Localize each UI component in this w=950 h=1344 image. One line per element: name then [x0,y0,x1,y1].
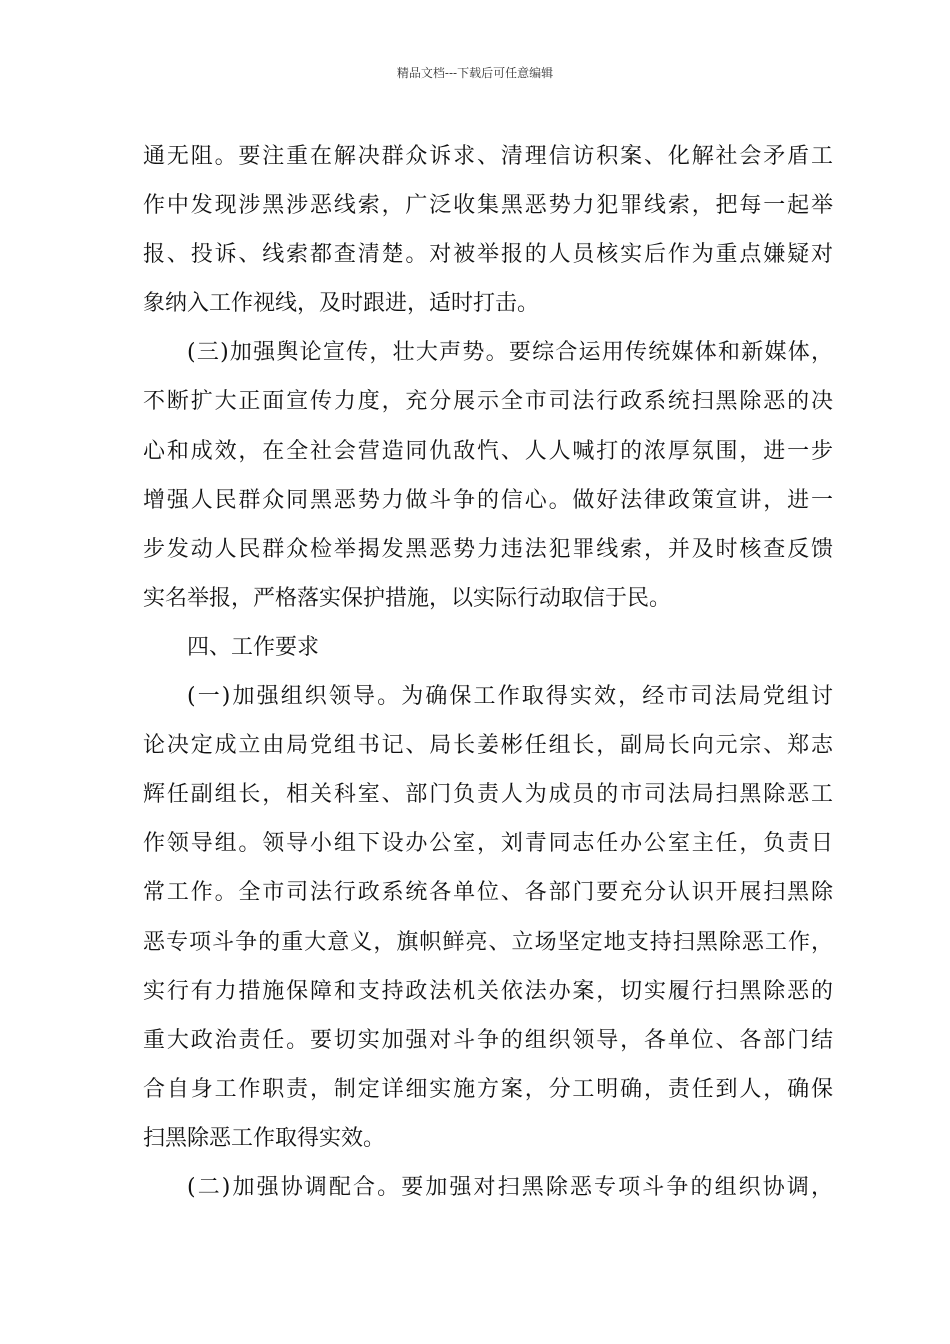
text-line: 报、投诉、线索都查清楚。对被举报的人员核实后作为重点嫌疑对 [143,242,833,268]
paragraph-start-line: (一)加强组织领导。为确保工作取得实效，经市司法局党组讨 [187,684,833,710]
section-heading: 四、工作要求 [187,634,320,660]
document-body [143,132,833,1212]
text-line: 步发动人民群众检举揭发黑恶势力违法犯罪线索，并及时核查反馈 [143,536,833,562]
text-line: 实行有力措施保障和支持政法机关依法办案，切实履行扫黑除恶的 [143,978,833,1004]
text-line: 论决定成立由局党组书记、局长姜彬任组长，副局长向元宗、郑志 [143,733,833,759]
page-header: 精品文档---下载后可任意编辑 [396,66,554,80]
text-line: 增强人民群众同黑恶势力做斗争的信心。做好法律政策宣讲，进一 [143,487,833,513]
text-line: 实名举报，严格落实保护措施，以实际行动取信于民。 [143,585,672,611]
paragraph-start-line: (二)加强协调配合。要加强对扫黑除恶专项斗争的组织协调， [187,1174,833,1200]
paragraph-start-line: (三)加强舆论宣传，壮大声势。要综合运用传统媒体和新媒体， [187,340,833,366]
text-line: 作领导组。领导小组下设办公室，刘青同志任办公室主任，负责日 [143,831,833,857]
text-line: 恶专项斗争的重大意义，旗帜鲜亮、立场坚定地支持扫黑除恶工作， [143,929,833,955]
text-line: 象纳入工作视线，及时跟进，适时打击。 [143,291,540,317]
text-line: 作中发现涉黑涉恶线索，广泛收集黑恶势力犯罪线索，把每一起举 [143,193,833,219]
text-line: 合自身工作职责，制定详细实施方案，分工明确，责任到人，确保 [143,1076,833,1102]
text-line: 重大政治责任。要切实加强对斗争的组织领导，各单位、各部门结 [143,1027,833,1053]
text-line: 心和成效，在全社会营造同仇敌忾、人人喊打的浓厚氛围，进一步 [143,438,833,464]
text-line: 不断扩大正面宣传力度，充分展示全市司法行政系统扫黑除恶的决 [143,389,833,415]
text-line: 扫黑除恶工作取得实效。 [143,1125,386,1151]
text-line: 常工作。全市司法行政系统各单位、各部门要充分认识开展扫黑除 [143,880,833,906]
text-line: 通无阻。要注重在解决群众诉求、清理信访积案、化解社会矛盾工 [143,144,833,169]
text-line: 辉任副组长，相关科室、部门负责人为成员的市司法局扫黑除恶工 [143,782,833,808]
